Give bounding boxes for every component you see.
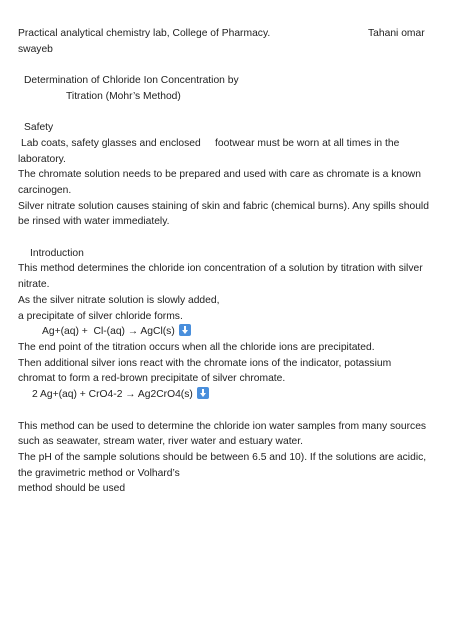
author-name-continued: swayeb [18,43,53,55]
document-title-line-1: Determination of Chloride Ion Concentration by [24,75,239,87]
down-arrow-icon [197,387,209,399]
introduction-heading: Introduction [30,247,84,259]
equation-text: Ag+(aq) + Cl-(aq) → AgCl(s) [42,326,175,338]
introduction-line: nitrate. [18,279,50,291]
introduction-line: Then additional silver ions react with the chromate ions of the indicator, potassium [18,357,392,369]
usage-line: The pH of the sample solutions should be between 6.5 and 10). If the solutions are acidic, [18,451,427,463]
usage-line: such as seawater, stream water, river water and estuary water. [18,436,304,448]
equation-silver-chromate [18,387,462,403]
document-title-line-2: Titration (Mohr’s Method) [66,90,181,102]
introduction-line: a precipitate of silver chloride forms. [18,310,183,322]
safety-line: carcinogen. [18,184,72,196]
spacer [18,403,462,419]
introduction-line: This method determines the chloride ion concentration of a solution by titration with silver [18,263,423,275]
course-title: Practical analytical chemistry lab, College of Pharmacy. [18,28,271,39]
introduction-line: As the silver nitrate solution is slowly added, [18,294,220,306]
equation-text: 2 Ag+(aq) + CrO4-2 → Ag2CrO4(s) [32,389,193,401]
equation-silver-chloride [18,324,462,340]
introduction-line: The end point of the titration occurs when all the chloride ions are precipitated. [18,342,375,353]
safety-heading: Safety [24,122,54,134]
usage-line: This method can be used to determine the chloride ion water samples from many sources [18,420,427,432]
safety-line: Silver nitrate solution causes staining of skin and fabric (chemical burns). Any spills should [18,200,429,212]
spacer [18,57,462,73]
safety-line: laboratory. [18,153,66,165]
spacer [18,230,462,246]
document-header [18,26,462,42]
safety-line: be rinsed with water immediately. [18,216,170,228]
safety-line: Lab coats, safety glasses and enclosed footwear must be worn at all times in the [21,137,400,149]
usage-line: method should be used [18,483,126,495]
safety-line: The chromate solution needs to be prepared and used with care as chromate is a known [18,169,421,181]
author-name: Tahani omar [368,28,425,39]
down-arrow-icon [179,324,191,336]
usage-line: the gravimetric method or Volhard’s [18,467,180,479]
document-body [18,26,462,497]
spacer [18,104,462,120]
introduction-line: chromat to form a red-brown precipitate of silver chromate. [18,373,286,385]
